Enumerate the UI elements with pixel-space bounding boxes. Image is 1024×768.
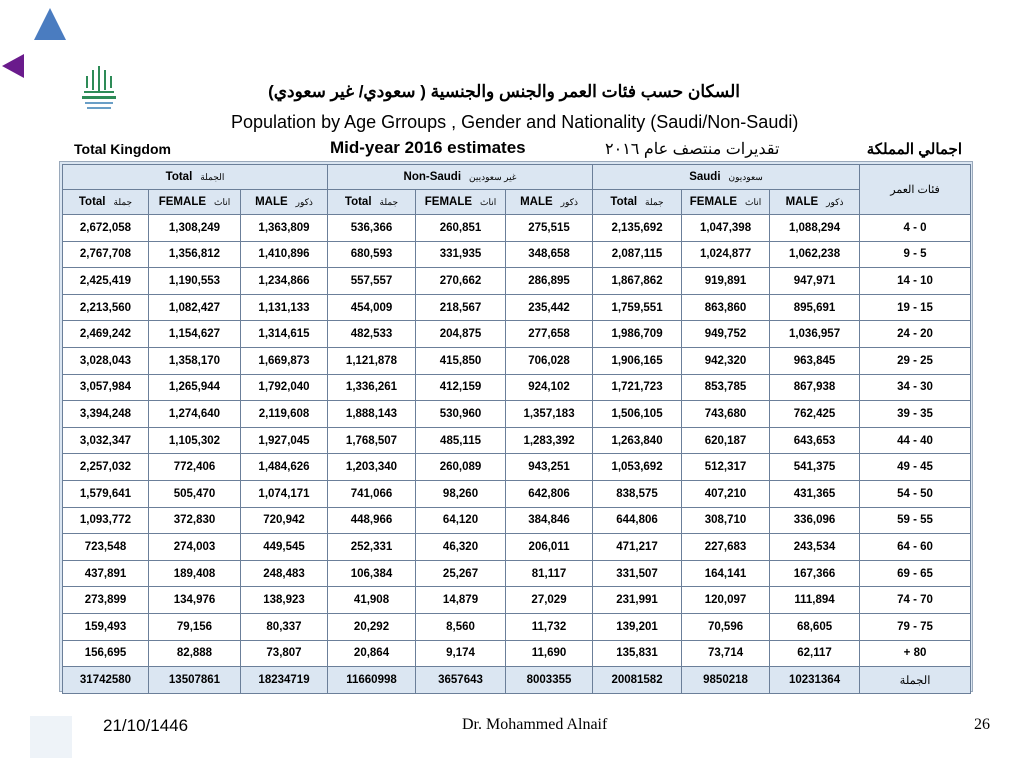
total-cell: 8003355 [506, 667, 593, 694]
table-cell: 943,251 [506, 454, 593, 481]
subheader-cell: FEMALE اناث [149, 190, 241, 215]
table-cell: 2,672,058 [63, 215, 149, 242]
total-cell: 3657643 [416, 667, 506, 694]
table-cell: 1,927,045 [241, 427, 328, 454]
table-cell: 530,960 [416, 401, 506, 428]
table-cell: 642,806 [506, 480, 593, 507]
table-cell: 1,867,862 [593, 268, 682, 295]
table-cell: 2,257,032 [63, 454, 149, 481]
table-cell: 1,484,626 [241, 454, 328, 481]
table-row [63, 294, 971, 321]
table-cell: 64,120 [416, 507, 506, 534]
age-group-cell: 54 - 50 [860, 480, 971, 507]
table-row [63, 507, 971, 534]
total-cell: 9850218 [682, 667, 770, 694]
table-cell: 1,410,896 [241, 241, 328, 268]
title-english: Population by Age Grroups , Gender and Nationality (Saudi/Non-Saudi) [231, 112, 799, 132]
table-cell: 2,767,708 [63, 241, 149, 268]
table-cell: 741,066 [328, 480, 416, 507]
table-row [63, 480, 971, 507]
table-cell: 62,117 [770, 640, 860, 667]
table-cell: 227,683 [682, 534, 770, 561]
caption-total-kingdom: Total Kingdom [74, 141, 171, 157]
table-cell: 541,375 [770, 454, 860, 481]
table-cell: 46,320 [416, 534, 506, 561]
table-cell: 252,331 [328, 534, 416, 561]
table-cell: 437,891 [63, 560, 149, 587]
age-group-header: فئات العمر [860, 165, 971, 215]
table-cell: 471,217 [593, 534, 682, 561]
table-row [63, 427, 971, 454]
table-cell: 270,662 [416, 268, 506, 295]
table-cell: 167,366 [770, 560, 860, 587]
table-cell: 1,358,170 [149, 347, 241, 374]
table-cell: 73,714 [682, 640, 770, 667]
table-cell: 218,567 [416, 294, 506, 321]
age-group-cell: 4 - 0 [860, 215, 971, 242]
age-group-cell: 69 - 65 [860, 560, 971, 587]
table-cell: 867,938 [770, 374, 860, 401]
table-cell: 1,131,133 [241, 294, 328, 321]
table-cell: 1,336,261 [328, 374, 416, 401]
table-cell: 106,384 [328, 560, 416, 587]
table-cell: 643,653 [770, 427, 860, 454]
caption-mid-year-arabic: تقديرات منتصف عام ٢٠١٦ [605, 141, 780, 158]
table-cell: 723,548 [63, 534, 149, 561]
table-row [63, 268, 971, 295]
table-cell: 2,213,560 [63, 294, 149, 321]
group-header-non-saudi: Non-Saudi غير سعوديين [328, 165, 593, 190]
table-cell: 2,119,608 [241, 401, 328, 428]
subheader-cell: MALE ذكور [506, 190, 593, 215]
table-cell: 1,308,249 [149, 215, 241, 242]
table-cell: 336,096 [770, 507, 860, 534]
table-caption-row [60, 138, 972, 160]
table-cell: 231,991 [593, 587, 682, 614]
table-cell: 9,174 [416, 640, 506, 667]
table-cell: 68,605 [770, 613, 860, 640]
table-cell: 620,187 [682, 427, 770, 454]
table-cell: 1,314,615 [241, 321, 328, 348]
subheader-cell: MALE ذكور [770, 190, 860, 215]
table-cell: 449,545 [241, 534, 328, 561]
subheader-cell: Total جملة [63, 190, 149, 215]
table-cell: 1,721,723 [593, 374, 682, 401]
table-cell: 331,507 [593, 560, 682, 587]
table-cell: 1,356,812 [149, 241, 241, 268]
table-cell: 135,831 [593, 640, 682, 667]
table-cell: 838,575 [593, 480, 682, 507]
subheader-cell: FEMALE اناث [416, 190, 506, 215]
total-row [63, 667, 971, 694]
table-row [63, 613, 971, 640]
subheader-cell: Total جملة [328, 190, 416, 215]
table-cell: 3,057,984 [63, 374, 149, 401]
table-cell: 1,263,840 [593, 427, 682, 454]
table-cell: 963,845 [770, 347, 860, 374]
table-cell: 277,658 [506, 321, 593, 348]
table-cell: 25,267 [416, 560, 506, 587]
table-cell: 41,908 [328, 587, 416, 614]
age-group-cell: 44 - 40 [860, 427, 971, 454]
caption-total-kingdom-arabic: اجمالي المملكة [866, 141, 962, 158]
table-cell: 448,966 [328, 507, 416, 534]
table-cell: 73,807 [241, 640, 328, 667]
total-cell: 13507861 [149, 667, 241, 694]
table-cell: 243,534 [770, 534, 860, 561]
table-cell: 743,680 [682, 401, 770, 428]
table-cell: 1,506,105 [593, 401, 682, 428]
table-cell: 1,888,143 [328, 401, 416, 428]
table-cell: 189,408 [149, 560, 241, 587]
caption-mid-year: Mid-year 2016 estimates [330, 138, 526, 157]
table-cell: 1,986,709 [593, 321, 682, 348]
age-group-cell: 39 - 35 [860, 401, 971, 428]
table-cell: 1,357,183 [506, 401, 593, 428]
table-cell: 20,864 [328, 640, 416, 667]
table-cell: 772,406 [149, 454, 241, 481]
total-cell: 18234719 [241, 667, 328, 694]
table-cell: 1,283,392 [506, 427, 593, 454]
group-header-saudi: Saudi سعوديون [593, 165, 860, 190]
table-cell: 2,469,242 [63, 321, 149, 348]
subheader-cell: Total جملة [593, 190, 682, 215]
table-cell: 204,875 [416, 321, 506, 348]
table-cell: 11,732 [506, 613, 593, 640]
table-cell: 3,394,248 [63, 401, 149, 428]
table-cell: 505,470 [149, 480, 241, 507]
table-cell: 11,690 [506, 640, 593, 667]
table-cell: 720,942 [241, 507, 328, 534]
table-cell: 260,089 [416, 454, 506, 481]
table-row [63, 587, 971, 614]
table-cell: 98,260 [416, 480, 506, 507]
age-group-cell: 34 - 30 [860, 374, 971, 401]
table-cell: 1,053,692 [593, 454, 682, 481]
nav-back-arrow-icon[interactable] [2, 54, 24, 78]
table-cell: 1,190,553 [149, 268, 241, 295]
table-cell: 1,105,302 [149, 427, 241, 454]
table-cell: 81,117 [506, 560, 593, 587]
table-cell: 1,274,640 [149, 401, 241, 428]
table-cell: 680,593 [328, 241, 416, 268]
table-cell: 919,891 [682, 268, 770, 295]
table-cell: 863,860 [682, 294, 770, 321]
table-cell: 273,899 [63, 587, 149, 614]
age-group-cell: + 80 [860, 640, 971, 667]
table-row [63, 534, 971, 561]
group-header-total: Total الجملة [63, 165, 328, 190]
table-row [63, 321, 971, 348]
table-cell: 536,366 [328, 215, 416, 242]
total-cell: 10231364 [770, 667, 860, 694]
table-cell: 372,830 [149, 507, 241, 534]
table-cell: 308,710 [682, 507, 770, 534]
table-cell: 1,792,040 [241, 374, 328, 401]
table-cell: 1,036,957 [770, 321, 860, 348]
table-cell: 1,203,340 [328, 454, 416, 481]
age-group-cell: 79 - 75 [860, 613, 971, 640]
table-cell: 286,895 [506, 268, 593, 295]
table-cell: 80,337 [241, 613, 328, 640]
table-cell: 1,579,641 [63, 480, 149, 507]
table-cell: 1,047,398 [682, 215, 770, 242]
gastat-logo-icon [78, 62, 120, 114]
table-cell: 1,074,171 [241, 480, 328, 507]
table-cell: 1,906,165 [593, 347, 682, 374]
table-cell: 644,806 [593, 507, 682, 534]
table-cell: 260,851 [416, 215, 506, 242]
table-cell: 159,493 [63, 613, 149, 640]
subheader-cell: MALE ذكور [241, 190, 328, 215]
total-cell: 11660998 [328, 667, 416, 694]
age-group-cell: 9 - 5 [860, 241, 971, 268]
table-cell: 415,850 [416, 347, 506, 374]
page-number: 26 [974, 716, 990, 733]
table-cell: 2,135,692 [593, 215, 682, 242]
age-group-cell: 14 - 10 [860, 268, 971, 295]
table-row [63, 241, 971, 268]
table-cell: 949,752 [682, 321, 770, 348]
nav-up-arrow-icon[interactable] [34, 8, 66, 40]
table-cell: 1,093,772 [63, 507, 149, 534]
table-cell: 79,156 [149, 613, 241, 640]
table-cell: 164,141 [682, 560, 770, 587]
table-cell: 139,201 [593, 613, 682, 640]
table-cell: 384,846 [506, 507, 593, 534]
table-cell: 762,425 [770, 401, 860, 428]
table-cell: 1,088,294 [770, 215, 860, 242]
table-cell: 275,515 [506, 215, 593, 242]
age-group-cell: 74 - 70 [860, 587, 971, 614]
table-cell: 924,102 [506, 374, 593, 401]
table-row [63, 640, 971, 667]
subheader-cell: FEMALE اناث [682, 190, 770, 215]
table-cell: 120,097 [682, 587, 770, 614]
table-cell: 111,894 [770, 587, 860, 614]
age-group-cell: 24 - 20 [860, 321, 971, 348]
table-cell: 942,320 [682, 347, 770, 374]
age-group-cell: 49 - 45 [860, 454, 971, 481]
population-table-frame [59, 161, 973, 692]
table-cell: 206,011 [506, 534, 593, 561]
table-cell: 3,032,347 [63, 427, 149, 454]
age-group-cell: 29 - 25 [860, 347, 971, 374]
table-row [63, 215, 971, 242]
table-cell: 412,159 [416, 374, 506, 401]
table-cell: 70,596 [682, 613, 770, 640]
table-cell: 348,658 [506, 241, 593, 268]
footer-date: 21/10/1446 [103, 716, 189, 735]
footer-author: Dr. Mohammed Alnaif [462, 716, 608, 733]
total-cell: 20081582 [593, 667, 682, 694]
table-cell: 1,234,866 [241, 268, 328, 295]
table-cell: 512,317 [682, 454, 770, 481]
total-label-cell: الجملة [860, 667, 971, 694]
table-cell: 20,292 [328, 613, 416, 640]
table-cell: 1,062,238 [770, 241, 860, 268]
table-cell: 1,669,873 [241, 347, 328, 374]
table-row [63, 560, 971, 587]
table-row [63, 401, 971, 428]
table-cell: 14,879 [416, 587, 506, 614]
table-cell: 1,768,507 [328, 427, 416, 454]
table-cell: 1,363,809 [241, 215, 328, 242]
table-cell: 2,425,419 [63, 268, 149, 295]
table-cell: 235,442 [506, 294, 593, 321]
table-cell: 557,557 [328, 268, 416, 295]
table-cell: 1,265,944 [149, 374, 241, 401]
table-cell: 8,560 [416, 613, 506, 640]
table-row [63, 454, 971, 481]
table-cell: 1,154,627 [149, 321, 241, 348]
table-cell: 138,923 [241, 587, 328, 614]
table-cell: 82,888 [149, 640, 241, 667]
table-cell: 853,785 [682, 374, 770, 401]
table-cell: 248,483 [241, 560, 328, 587]
table-cell: 1,121,878 [328, 347, 416, 374]
table-cell: 1,082,427 [149, 294, 241, 321]
table-cell: 482,533 [328, 321, 416, 348]
table-cell: 895,691 [770, 294, 860, 321]
age-group-cell: 64 - 60 [860, 534, 971, 561]
table-cell: 3,028,043 [63, 347, 149, 374]
table-cell: 134,976 [149, 587, 241, 614]
table-cell: 947,971 [770, 268, 860, 295]
population-table [62, 164, 971, 694]
table-cell: 1,024,877 [682, 241, 770, 268]
table-cell: 454,009 [328, 294, 416, 321]
table-row [63, 347, 971, 374]
age-group-cell: 59 - 55 [860, 507, 971, 534]
table-cell: 431,365 [770, 480, 860, 507]
table-cell: 156,695 [63, 640, 149, 667]
total-cell: 31742580 [63, 667, 149, 694]
age-group-cell: 19 - 15 [860, 294, 971, 321]
table-cell: 27,029 [506, 587, 593, 614]
table-cell: 485,115 [416, 427, 506, 454]
table-cell: 274,003 [149, 534, 241, 561]
table-row [63, 374, 971, 401]
table-cell: 407,210 [682, 480, 770, 507]
table-cell: 2,087,115 [593, 241, 682, 268]
table-cell: 706,028 [506, 347, 593, 374]
title-arabic: السكان حسب فئات العمر والجنس والجنسية ( سعودي/ غير سعودي) [268, 82, 740, 101]
table-cell: 331,935 [416, 241, 506, 268]
corner-decoration [30, 716, 72, 758]
table-cell: 1,759,551 [593, 294, 682, 321]
